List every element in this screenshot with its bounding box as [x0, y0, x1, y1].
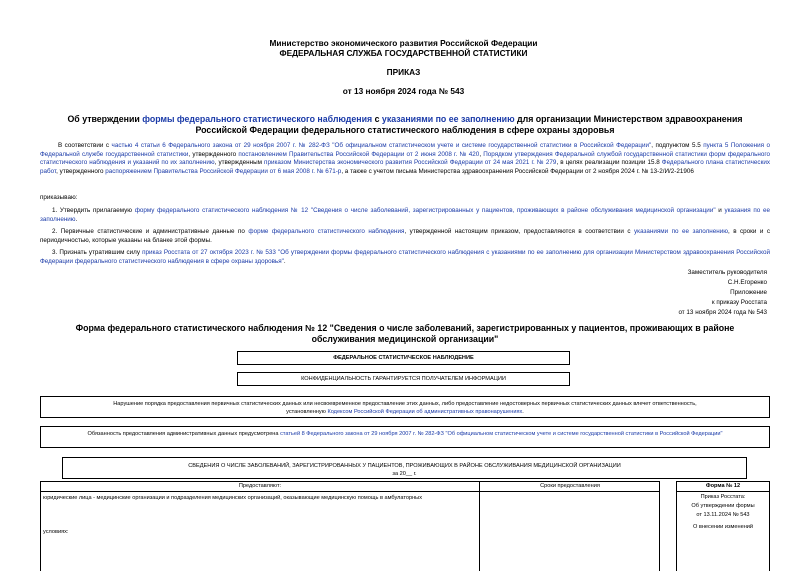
- appendix-date: от 13 ноября 2024 года № 543: [678, 309, 767, 316]
- appendix-order: к приказу Росстата: [711, 299, 767, 306]
- table-header-line: [40, 491, 660, 492]
- link-order-279[interactable]: приказом Министерства экономического развития Российской Федерации от 24 мая 2021 г. № 279: [264, 159, 557, 167]
- doc-date: от 13 ноября 2024 года № 543: [342, 86, 465, 96]
- table-terms: [480, 481, 660, 571]
- form-amendments: О внесении изменений: [692, 524, 754, 530]
- appendix-label: Приложение: [730, 289, 767, 296]
- box-violation: Нарушение порядка предоставления первичных статистических данных или несвоевременное предоставление этих данных, либо предоставление недостоверных первичных статистических данных влечет ответственность, установленную Кодексом Российской Федерации об административных правонарушениях.: [40, 396, 770, 418]
- form-order-label: Приказ Росстата:: [700, 494, 746, 500]
- doc-type: ПРИКАЗ: [386, 67, 421, 77]
- row-conditions: условиях:: [43, 529, 69, 535]
- link-instructions-2[interactable]: указаниями по ее заполнению: [634, 228, 728, 235]
- link-form-12[interactable]: форму федерального статистического наблюдения № 12 "Сведения о числе заболеваний, зарегистрированных у пациентов, проживающих в районе обслуживания медицинской организации": [134, 207, 716, 214]
- document-title: Об утверждении формы федерального статистического наблюдения с указаниями по ее заполнению для организации Министерством здравоохранения Российской Федерации федерального статистического наблюдения в сфере охраны здоровья: [67, 114, 743, 135]
- link-regulation[interactable]: пункта 5 Положения о Федеральной службе государственной статистики: [40, 142, 770, 158]
- title-link-form[interactable]: формы федерального статистического наблюдения: [142, 114, 373, 124]
- item-2: 2. Первичные статистические и административные данные по форме федерального статистического наблюдения, утвержденной настоящим приказом, предоставляются в соответствии с указаниями по ее заполнению, в сроки и с периодичностью, которые указаны на бланке этой формы.: [40, 228, 771, 244]
- link-article-8[interactable]: статьей 8 Федерального закона от 29 ноября 2007 г. № 282-ФЗ "Об официальном статистическом учете и системе государственной статистики в Российской Федерации": [280, 431, 723, 437]
- link-decree-420[interactable]: постановлением Правительства Российской Федерации от 2 июня 2008 г. № 420: [238, 150, 480, 158]
- signature-name: С.Н.Егоренко: [727, 279, 767, 286]
- link-form-2[interactable]: форме федерального статистического наблюдения: [248, 228, 405, 235]
- form-title: Форма федерального статистического наблюдения № 12 "Сведения о числе заболеваний, зарегистрированных у пациентов, проживающих в районе обслуживания медицинской организации": [75, 323, 735, 344]
- box-obligation: Обязанность предоставления административных данных предусмотрена статьей 8 Федерального закона от 29 ноября 2007 г. № 282-ФЗ "Об официальном статистическом учете и системе государственной статистики в Российской Федерации": [40, 426, 770, 448]
- link-procedure[interactable]: Порядком утверждения Федеральной службой государственной статистики форм федерального статистического наблюдения и указаний по их заполнению: [40, 150, 771, 167]
- link-law-282[interactable]: частью 4 статьи 6 Федерального закона от 29 ноября 2007 г. № 282-ФЗ "Об официальном статистическом учете и системе государственной статистики в Российской Федерации": [111, 142, 652, 149]
- row-respondents: юридические лица - медицинские организации и подразделения медицинских организаций, оказывающие медицинскую помощь в амбулаторных: [43, 495, 422, 501]
- col-terms: Сроки предоставления: [540, 483, 600, 489]
- link-order-533[interactable]: приказ Росстата от 27 октября 2023 г. № 533 "Об утверждении формы федерального статистического наблюдения с указаниями по ее заполнению для организации Министерством здравоохранения Российской Федерации федерального статистического наблюдения в сфере охраны здоровья": [40, 249, 770, 265]
- col-form: Форма № 12: [705, 483, 741, 489]
- preamble: В соответствии с частью 4 статьи 6 Федерального закона от 29 ноября 2007 г. № 282-ФЗ "Об официальном статистическом учете и системе государственной статистики в Российской Федерации", подпунктом 5.5 пункта 5 Положения о Федеральной службе государственной статистики, утвержденного постановлением Правительства Российской Федерации от 2 июня 2008 г. № 420, Порядком утверждения Федеральной службой государственной статистики форм федерального статистического наблюдения и указаний по их заполнению, утвержденным приказом Министерства экономического развития Российской Федерации от 24 мая 2021 г. № 279, в целях реализации позиции 15.8 Федерального плана статистических работ, утвержденного распоряжением Правительства Российской Федерации от 6 мая 2008 г. № 671-р, а также с учетом письма Министерства здравоохранения Российской Федерации от 2 ноября 2024 г. № 13-2/И/2-21906: [40, 142, 771, 175]
- ministry-name: Министерство экономического развития Российской Федерации: [269, 38, 538, 48]
- box-confidentiality: КОНФИДЕНЦИАЛЬНОСТЬ ГАРАНТИРУЕТСЯ ПОЛУЧАТЕЛЕМ ИНФОРМАЦИИ: [237, 372, 570, 386]
- order-word: приказываю:: [40, 194, 78, 201]
- form-approval: Об утверждении формы: [691, 503, 755, 509]
- item-1: 1. Утвердить прилагаемую форму федерального статистического наблюдения № 12 "Сведения о числе заболеваний, зарегистрированных у пациентов, проживающих в районе обслуживания медицинской организации" и указания по ее заполнению.: [40, 207, 770, 223]
- link-order-671[interactable]: распоряжением Правительства Российской Федерации от 6 мая 2008 г. № 671-р: [105, 167, 342, 175]
- box-info: СВЕДЕНИЯ О ЧИСЛЕ ЗАБОЛЕВАНИЙ, ЗАРЕГИСТРИРОВАННЫХ У ПАЦИЕНТОВ, ПРОЖИВАЮЩИХ В РАЙОНЕ ОБСЛУЖИВАНИЯ МЕДИЦИНСКОЙ ОРГАНИЗАЦИИ за 20__ г.: [62, 457, 747, 479]
- service-name: ФЕДЕРАЛЬНАЯ СЛУЖБА ГОСУДАРСТВЕННОЙ СТАТИСТИКИ: [279, 48, 528, 58]
- item-3: 3. Признать утратившим силу приказ Росстата от 27 октября 2023 г. № 533 "Об утверждении формы федерального статистического наблюдения с указаниями по ее заполнению для организации Министерством здравоохранения Российской Федерации федерального статистического наблюдения в сфере охраны здоровья".: [40, 249, 770, 265]
- signature-role: Заместитель руководителя: [687, 269, 767, 276]
- box-fsn: ФЕДЕРАЛЬНОЕ СТАТИСТИЧЕСКОЕ НАБЛЮДЕНИЕ: [237, 351, 570, 365]
- link-koap[interactable]: Кодексом Российской Федерации об административных правонарушениях: [327, 409, 523, 415]
- col-provide: Предоставляют:: [238, 483, 282, 489]
- title-link-instructions[interactable]: указаниями по ее заполнению: [381, 114, 515, 124]
- link-instructions-1[interactable]: указания по ее заполнению: [40, 207, 770, 223]
- table-form-header-line: [676, 491, 770, 492]
- form-order-date: от 13.11.2024 № 543: [696, 512, 750, 518]
- link-federal-plan[interactable]: Федерального плана статистических работ: [40, 159, 771, 175]
